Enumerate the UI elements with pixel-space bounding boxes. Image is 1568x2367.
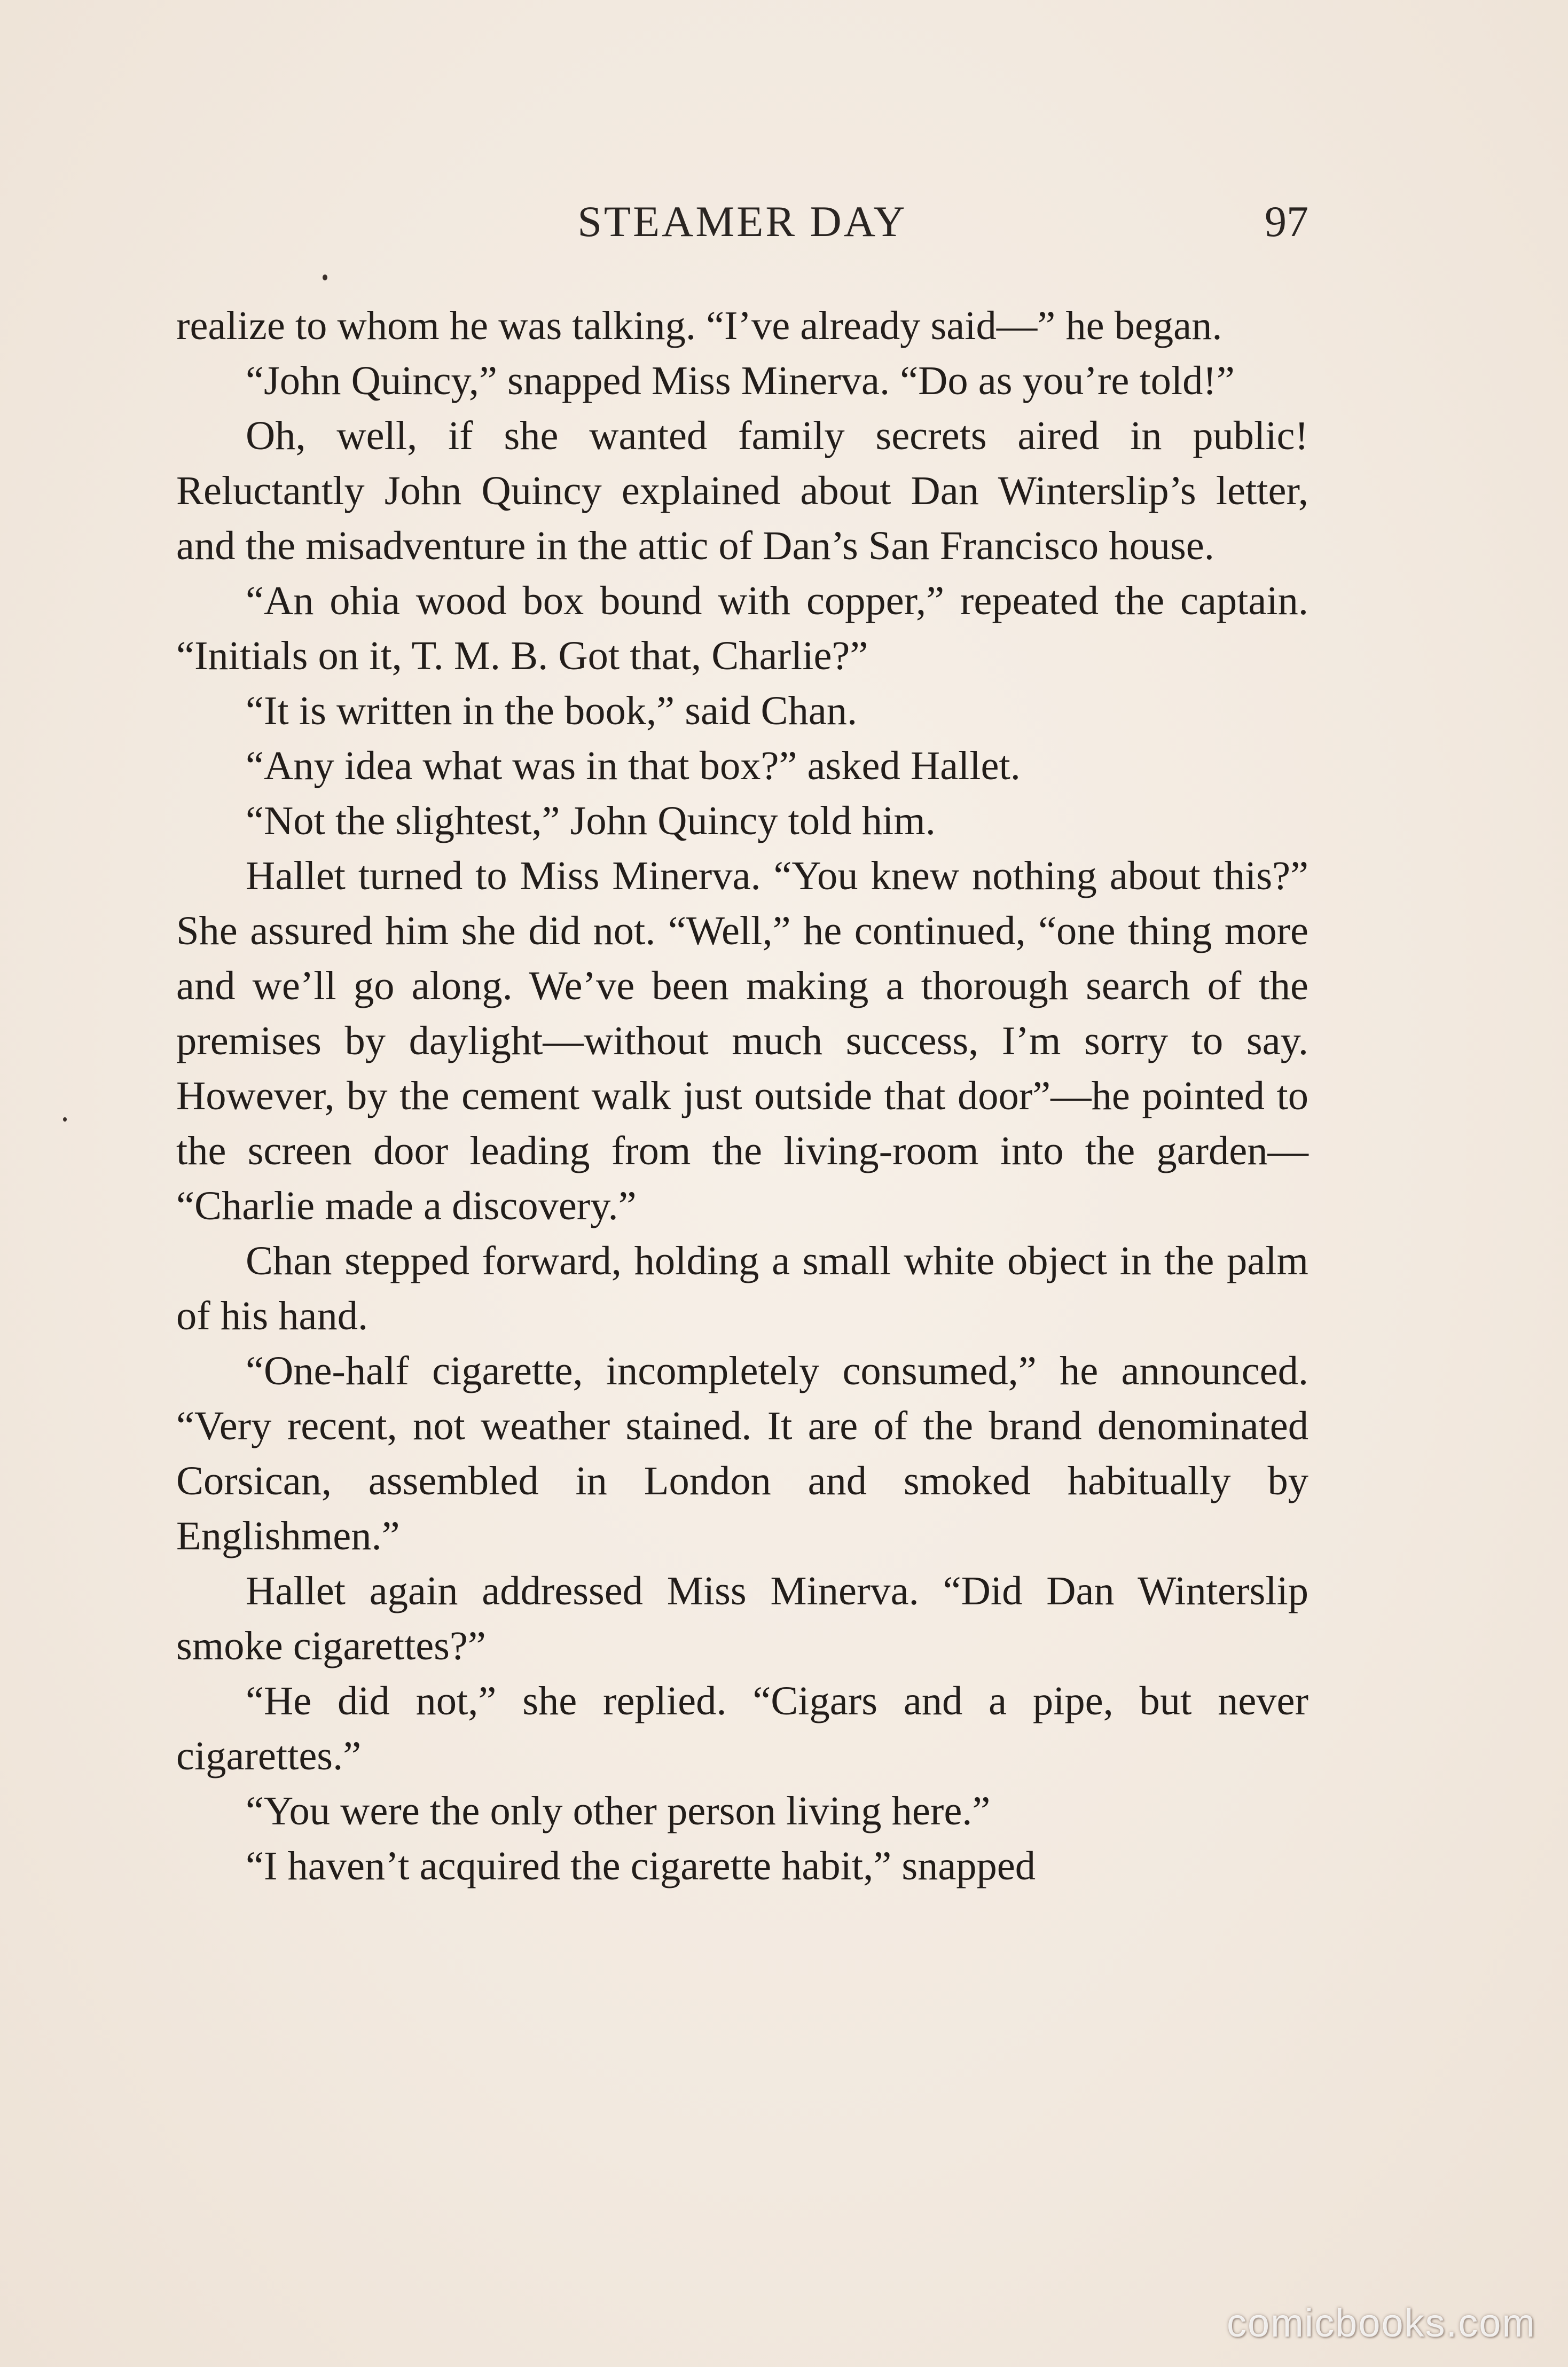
paragraph: “He did not,” she replied. “Cigars and a pipe, but never cigarettes.” xyxy=(176,1678,1308,1778)
paragraph: Hallet turned to Miss Minerva. “You knew nothing about this?” She assured him she did not. “Well,” he continued, “one thing more and we’ll go along. We’ve been making a thorough search of the premises by daylight—without much success, I’m sorry to say. However, by the cement walk just outside that door”—he pointed to the screen door leading from the living-room into the garden— “Charlie made a discovery.” xyxy=(176,853,1308,1228)
paragraph: realize to whom he was talking. “I’ve already said—” he began. xyxy=(176,303,1222,348)
paragraph: “Any idea what was in that box?” asked Hallet. xyxy=(246,743,1021,788)
paragraph: “I haven’t acquired the cigarette habit,” snapped xyxy=(246,1843,1036,1888)
page-header xyxy=(176,197,1308,255)
paragraph: “It is written in the book,” said Chan. xyxy=(246,688,858,733)
ink-speck xyxy=(63,1117,67,1122)
paragraph: Oh, well, if she wanted family secrets aired in public! Reluctantly John Quincy explained about Dan Winterslip’s letter, and the misadventure in the attic of Dan’s San Francisco house. xyxy=(176,413,1308,568)
paragraph: “You were the only other person living here.” xyxy=(246,1788,991,1833)
paragraph: “Not the slightest,” John Quincy told him. xyxy=(246,798,936,843)
running-title: STEAMER DAY xyxy=(577,197,907,246)
ink-speck xyxy=(323,275,327,280)
page-number: 97 xyxy=(1265,197,1308,246)
paragraph: Hallet again addressed Miss Minerva. “Did Dan Winterslip smoke cigarettes?” xyxy=(176,1568,1308,1668)
paragraph: Chan stepped forward, holding a small white object in the palm of his hand. xyxy=(176,1238,1308,1338)
body-text xyxy=(176,298,1308,1893)
watermark-logo: comicbooks.com xyxy=(1226,2301,1536,2345)
paragraph: “An ohia wood box bound with copper,” repeated the captain. “Initials on it, T. M. B. Got that, Charlie?” xyxy=(176,578,1308,678)
paragraph: “John Quincy,” snapped Miss Minerva. “Do as you’re told!” xyxy=(246,358,1235,403)
paragraph: “One-half cigarette, incompletely consumed,” he announced. “Very recent, not weather stained. It are of the brand denominated Corsican, assembled in London and smoked habitually by Englishmen.” xyxy=(176,1348,1308,1558)
